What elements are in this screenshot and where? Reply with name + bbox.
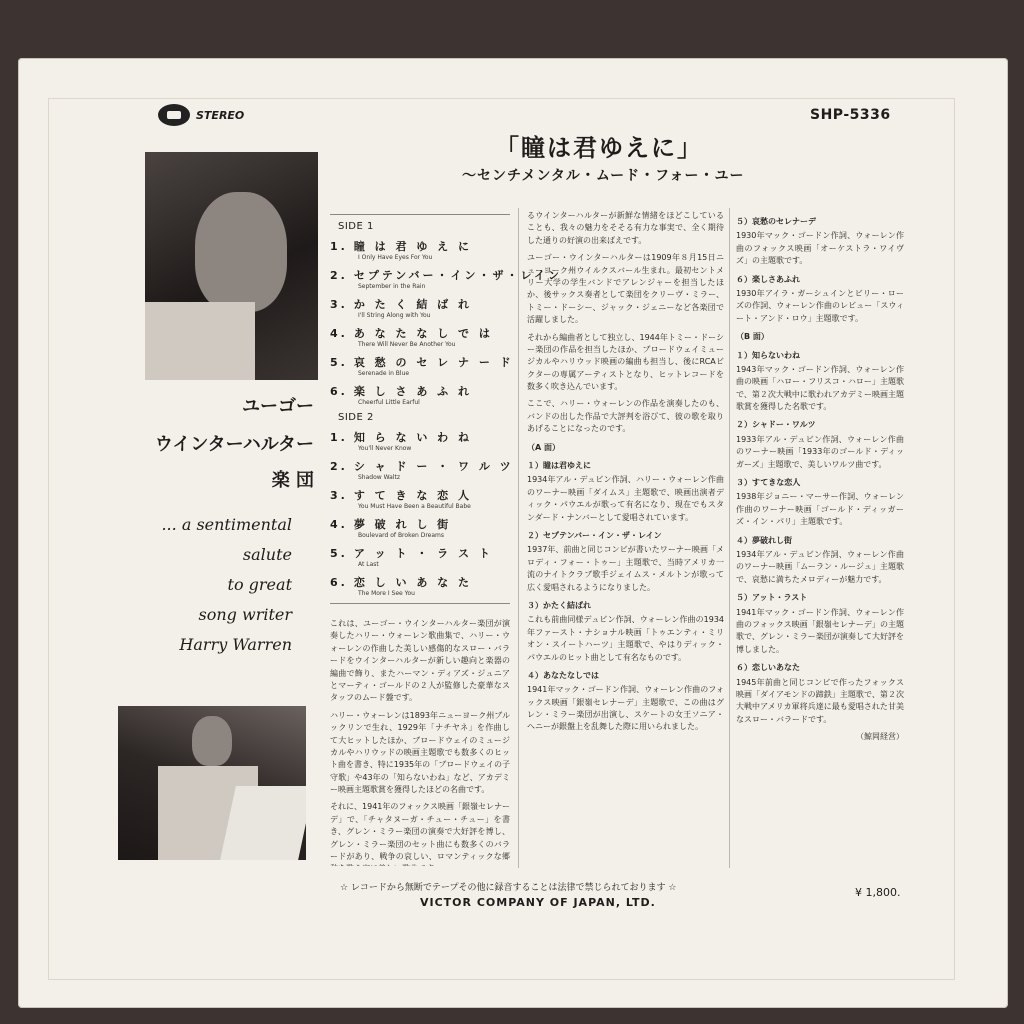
column-divider-2 [729, 208, 730, 868]
victor-logo-icon [158, 104, 190, 126]
track-title-jp-text: 瞳 は 君 ゆ え に [353, 240, 472, 253]
track-title-jp [330, 545, 510, 561]
liner-notes-column-3 [736, 210, 904, 865]
dedication-line1: ... a sentimental [161, 515, 292, 534]
track-title-jp-text: 哀 愁 の セ レ ナ ー ド [353, 356, 514, 369]
notes-paragraph: 1930年アイラ・ガーシュインとビリー・ローズの作詞、ウォーレン作曲のレビュー「スウィート・アンド・ロウ」主題歌です。 [736, 288, 904, 323]
notes-paragraph: ハリー・ウォーレンは1893年ニューヨーク州ブルックリンで生れ、1929年「ナチヤネ」を作曲して大ヒットしたほか、ブロードウェイのミュージカルやハリウッドの映画主題歌でも数多くのヒット曲を書き、特に1935年の「ブロードウェイの子守歌」や43年の「知らないわね」など、アカデミー映画主題歌賞を獲得したほどの名曲です。 [330, 710, 510, 795]
track-title-jp-text: あ な た な し で は [353, 327, 493, 340]
track-title-jp [330, 296, 510, 312]
notes-paragraph: これは、ユーゴー・ウインターハルター楽団が演奏したハリー・ウォーレン歌曲集で、ハリー・ウォーレンの作曲した美しい感傷的なスロー・バラードをウインターハルターが新しい趣向と楽器の編曲で飾り、またハーマン・ディアズ・ジュニアとマーティ・ゴールドの２人が監修した豪華なスタッフのムード盤です。 [330, 619, 510, 703]
track-number: 6. [330, 385, 348, 398]
liner-notes-column-3-body [736, 216, 904, 726]
portrait-face [195, 192, 287, 312]
track-title-jp-text: か た く 結 ば れ [353, 298, 472, 311]
track-title-jp-text: ア ッ ト ・ ラ ス ト [353, 547, 493, 560]
track-title-en: Boulevard of Broken Dreams [358, 532, 445, 539]
notes-heading: ５）哀愁のセレナーデ [736, 217, 816, 226]
notes-heading: ２）シャドー・ワルツ [736, 420, 816, 430]
track-item [330, 516, 510, 539]
track-title-en: I Only Have Eyes For You [358, 254, 433, 261]
stereo-mark: STEREO [196, 108, 245, 122]
track-number: 2. [330, 460, 348, 473]
track-number: 5. [330, 356, 348, 369]
track-number: 4. [330, 327, 348, 340]
liner-notes-column-1 [330, 618, 510, 866]
price: ¥ 1,800. [855, 886, 901, 899]
track-item [330, 574, 510, 597]
dedication-line5: Harry Warren [179, 635, 292, 654]
track-title-jp-text: セプテンバー・イン・ザ・レイン [353, 269, 562, 282]
track-item [330, 296, 510, 319]
track-title-en: You Must Have Been a Beautiful Babe [358, 503, 471, 510]
track-item [330, 267, 562, 290]
artist-name-line2: ウインターハルター [154, 434, 314, 455]
notes-signature: （鯨岡経営） [856, 732, 904, 742]
track-title-jp-text: す て き な 恋 人 [353, 489, 472, 502]
notes-heading: ６）恋しいあなた [736, 663, 800, 673]
notes-paragraph: 1941年マック・ゴードン作詞、ウォーレン作曲のフォックス映画「銀嶺セレナーデ」の主題歌で、グレン・ミラー楽団が演奏して大好評を博しました。 [736, 607, 904, 654]
track-title-jp [330, 574, 510, 590]
notes-paragraph: 1937年、前曲と同じコンビが書いたワーナー映画「メロディ・フォー・トゥー」主題歌で、当時アメリカ一流のナイトクラブ歌手ジェイムス・メルトンが歌って広く愛唱されるようになりました。 [527, 545, 724, 592]
track-title-jp [330, 383, 510, 399]
track-number: 5. [330, 547, 348, 560]
track-title-jp-text: 恋 し い あ な た [353, 576, 472, 589]
notes-paragraph: ユーゴー・ウインターハルターは1909年８月15日ニューヨーク州ウイルクスバール生まれ。最初セントメリー大学の学生バンドでアレンジャーを担当したほか、後サックス奏者として楽団をクリーヴ・ミラー、トミー・ドーシー、ジャック・ジェニーなど各楽団で活躍しました。 [527, 253, 724, 325]
track-number: 4. [330, 518, 348, 531]
track-item [330, 545, 510, 568]
track-title-en: The More I See You [358, 590, 415, 597]
notes-heading: ２）セプテンバー・イン・ザ・レイン [527, 530, 662, 540]
dedication-line2: salute [242, 545, 292, 564]
track-number: 3. [330, 298, 348, 311]
column-divider-1 [518, 208, 519, 868]
track-item [330, 383, 510, 406]
notes-paragraph: 1934年アル・デュビン作詞、ウォーレン作曲のワーナー映画「ムーラン・ルージュ」主題歌で、哀愁に満ちたメロディーが魅力です。 [736, 549, 904, 584]
notes-heading: ４）あなたなしでは [527, 670, 599, 680]
conductor-score-photo [118, 706, 306, 860]
album-subtitle: 〜センチメンタル・ムード・フォー・ユー [462, 168, 745, 184]
side1-heading: SIDE 1 [338, 221, 374, 232]
side2-heading: SIDE 2 [338, 412, 374, 423]
track-title-en: Serenade in Blue [358, 370, 410, 377]
tracklist-bottom-rule [330, 603, 510, 604]
notes-paragraph: 1933年アル・デュビン作詞、ウォーレン作曲のワーナー映画「1933年のゴールド・ディッガーズ」主題歌で、美しいワルツ曲です。 [736, 434, 904, 469]
portrait-shirt [145, 302, 255, 380]
track-title-en: At Last [358, 561, 379, 568]
track-item [330, 325, 510, 348]
track-title-jp-text: 楽 し さ あ ふ れ [353, 385, 472, 398]
conductor-portrait-photo [145, 152, 318, 380]
track-title-jp [330, 267, 562, 283]
notes-paragraph: 1934年アル・デュビン作詞、ハリー・ウォーレン作曲のワーナー映画「ダイムス」主題歌で、映画出演者ディック・パウエルが歌って有名になり、現在でもスタンダード・ナンバーとして愛唱されています。 [527, 475, 724, 522]
notes-heading: ４）夢破れし街 [736, 535, 792, 545]
track-title-jp [330, 516, 510, 532]
track-title-en: I'll String Along with You [358, 312, 431, 319]
track-title-en: There Will Never Be Another You [358, 341, 456, 348]
notes-paragraph: それから編曲者として独立し、1944年トミー・ドーシー楽団の作品を担当したほか、ブロードウェイミュージカルやハリウッド映画の編曲も担当し、後にRCAビクターの専属アーティストとなり、ヒットレコードを数多く吹き込んでいます。 [527, 332, 724, 392]
track-title-en: Cheerful Little Earful [358, 399, 420, 406]
notes-heading: １）知らないわね [736, 350, 800, 360]
liner-notes-column-2 [527, 210, 724, 865]
notes-heading: ６）楽しさあふれ [736, 274, 800, 284]
album-title: 「瞳は君ゆえに」 [495, 134, 703, 162]
catalog-number: SHP-5336 [810, 107, 891, 123]
track-item [330, 238, 510, 261]
notes-paragraph: 1941年マック・ゴードン作詞、ウォーレン作曲のフォックス映画「銀嶺セレナーデ」主題歌で、この曲はグレン・ミラー楽団が出演し、スケートの女王ソニア・ヘニーが銀盤上を乱舞した際に用いられました。 [527, 685, 724, 732]
company-name: VICTOR COMPANY OF JAPAN, LTD. [420, 896, 656, 909]
track-title-en: You'll Never Know [358, 445, 412, 452]
track-title-jp [330, 429, 510, 445]
artist-name-line3: 楽 団 [271, 470, 314, 491]
label-logo [158, 104, 244, 126]
track-item [330, 458, 514, 481]
side2-track-list [330, 429, 514, 597]
track-number: 1. [330, 431, 348, 444]
track-title-jp [330, 487, 510, 503]
notes-paragraph: 1938年ジョニー・マーサー作詞、ウォーレン作曲のワーナー映画「ゴールド・ディッガーズ・イン・パリ」主題歌です。 [736, 492, 904, 527]
track-number: 1. [330, 240, 348, 253]
tracklist-top-rule [330, 214, 510, 215]
music-score-sheet [220, 786, 306, 860]
track-title-jp-text: シ ャ ド ー ・ ワ ル ツ [353, 460, 514, 473]
dedication-line4: song writer [198, 605, 292, 624]
track-number: 3. [330, 489, 348, 502]
side1-track-list [330, 238, 562, 406]
track-title-jp [330, 354, 514, 370]
copy-notice: ☆ レコードから無断でテープその他に録音することは法律で禁じられております ☆ [340, 883, 677, 893]
track-item [330, 429, 510, 452]
notes-paragraph: 1930年マック・ゴードン作詞、ウォーレン作曲のフォックス映画「オーケストラ・ワイヴズ」の主題歌です。 [736, 231, 904, 266]
notes-heading: ５）アット・ラスト [736, 593, 808, 603]
notes-heading: （B 面） [736, 332, 769, 342]
track-title-jp [330, 458, 514, 474]
notes-paragraph: 1943年マック・ゴードン作詞、ウォーレン作曲の映画「ハロー・フリスコ・ハロー」主題歌で、第２次大戦中に歌われアカデミー映画主題歌賞を獲得した名歌です。 [736, 364, 904, 412]
dedication-line3: to great [227, 575, 292, 594]
notes-paragraph: るウインターハルターが新鮮な情緒をほどこしていることも、我々の魅力をそそる有力な事実で、全く期待した通りの好演の出来ばえです。 [527, 211, 724, 245]
notes-heading: ３）かたく結ばれ [527, 600, 591, 610]
score-photo-face [192, 716, 232, 766]
artist-name-line1: ユーゴー [242, 396, 314, 417]
track-title-jp [330, 238, 510, 254]
track-title-jp-text: 知 ら な い わ ね [353, 431, 472, 444]
track-title-en: September in the Rain [358, 283, 426, 290]
track-number: 6. [330, 576, 348, 589]
notes-heading: （A 面） [527, 442, 560, 452]
notes-heading: ３）すてきな恋人 [736, 478, 801, 488]
track-title-jp [330, 325, 510, 341]
track-item [330, 487, 510, 510]
notes-heading: １）瞳は君ゆえに [527, 461, 591, 471]
track-number: 2. [330, 269, 348, 282]
notes-paragraph: ここで、ハリー・ウォーレンの作品を演奏したのも、バンドの出した作品で大評判を浴びて、彼の歌を取りあげることになったのです。 [527, 399, 724, 434]
notes-paragraph: これも前曲同様デュビン作詞、ウォーレン作曲の1934年ファースト・ナショナル映画「トゥエンティ・ミリオン・スイートハーツ」主題歌で、やはりディック・パウエルのヒット曲として有名なものです。 [527, 615, 724, 662]
track-title-en: Shadow Waltz [358, 474, 400, 481]
notes-paragraph: 1945年前曲と同じコンビで作ったフォックス映画「ダイアモンドの蹄鉄」主題歌で、第２次大戦中アメリカ軍将兵達に最も愛唱された甘美なスロー・バラードです。 [736, 677, 904, 724]
notes-paragraph: それに、1941年のフォックス映画「銀嶺セレナーデ」で、「チャタヌーガ・チュー・チュー」を書き、グレン・ミラー楽団の演奏で大好評を博し、グレン・ミラー楽団のセット曲にも数多くのバラードがあり、戦争の哀しい、ロマンティックな郷 [330, 802, 510, 862]
track-item [330, 354, 514, 377]
track-title-jp-text: 夢 破 れ し 街 [353, 518, 452, 531]
